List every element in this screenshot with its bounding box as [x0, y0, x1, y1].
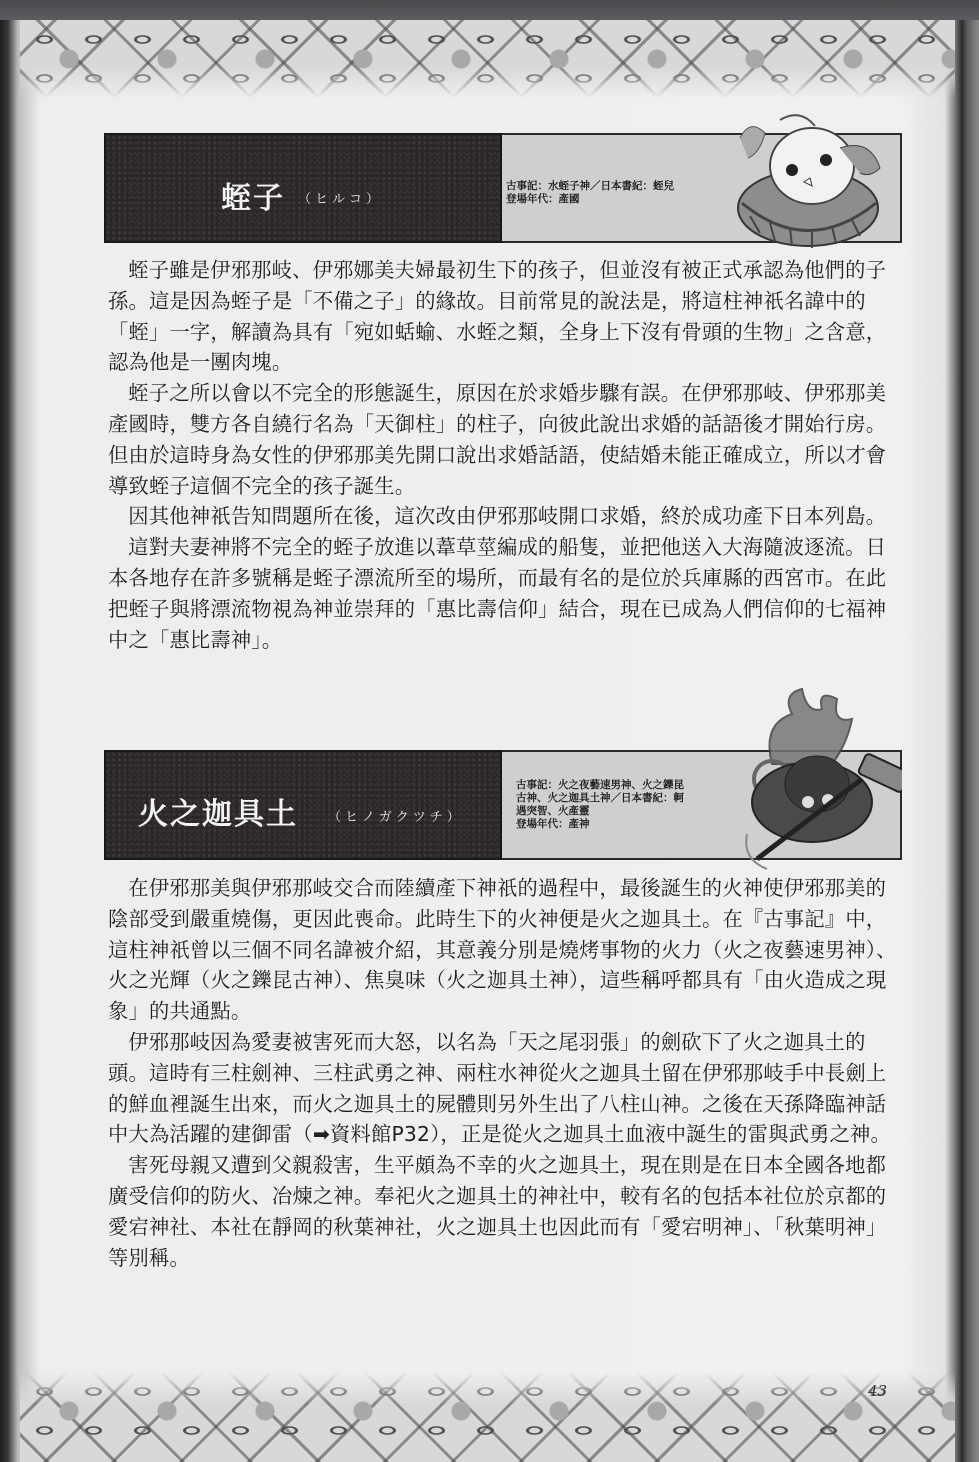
- decorative-lace-border-bottom: [20, 1372, 955, 1462]
- paragraph: 在伊邪那美與伊邪那岐交合而陸續產下神祇的過程中，最後誕生的火神使伊邪那美的陰部受到嚴重燒傷，更因此喪命。此時生下的火神便是火之迦具土。在『古事記』中，這柱神祇曾以三個不同名諱被介紹，其意義分別是燒烤事物的火力（火之夜藝速男神）、火之光輝（火之鑠昆古神）、焦臭味（火之迦具土神），這些稱呼都具有「由火造成之現象」的共通點。: [108, 876, 897, 1024]
- kagutsuchi-flame-child-with-hammer-illustration: [712, 684, 902, 874]
- section-title-kana: （ヒルコ）: [298, 192, 384, 207]
- info-line: 古事記：火之夜藝速男神、火之鑠昆: [516, 779, 684, 791]
- section-body-hiruko: [108, 255, 900, 655]
- section-body-kagutsuchi: [108, 873, 900, 1273]
- paragraph: 這對夫妻神將不完全的蛭子放進以葦草莖編成的船隻，並把他送入大海隨波逐流。日本各地存在許多號稱是蛭子漂流所至的場所，而最有名的是位於兵庫縣的西宮市。在此把蛭子與將漂流物視為神並崇拜的「惠比壽信仰」結合，現在已成為人們信仰的七福神中之「惠比壽神」。: [108, 535, 887, 652]
- info-text: [506, 180, 674, 206]
- page-number: 43: [868, 1382, 888, 1400]
- paragraph: 蛭子之所以會以不完全的形態誕生，原因在於求婚步驟有誤。在伊邪那岐、伊邪那美產國時，雙方各自繞行名為「天御柱」的柱子，向彼此說出求婚的話語後才開始行房。但由於這時身為女性的伊邪那美先開口說出求婚話語，使結婚未能正確成立，所以才會導致蛭子這個不完全的孩子誕生。: [108, 381, 887, 498]
- title-box: [104, 133, 502, 243]
- paragraph: 害死母親又遭到父親殺害，生平頗為不幸的火之迦具土，現在則是在日本全國各地都廣受信仰的防火、冶煉之神。奉祀火之迦具土的神社中，較有名的包括本社位於京都的愛宕神社、本社在靜岡的秋葉神社，火之迦具土也因此而有「愛宕明神」、「秋葉明神」等別稱。: [108, 1153, 887, 1270]
- decorative-lace-border-top: [20, 20, 955, 98]
- info-text: [516, 779, 684, 831]
- info-line: 古神、火之迦具土神／日本書紀：軻: [516, 792, 684, 804]
- hiruko-baby-in-reed-boat-illustration: [720, 108, 900, 258]
- info-line: 古事記：水蛭子神／日本書紀：蛭兒: [506, 180, 674, 192]
- scan-top-shadow: [0, 0, 979, 20]
- info-line: 遇突智、火產靈: [516, 805, 590, 817]
- section-title-kana: （ヒノガクツチ）: [328, 810, 464, 825]
- info-line: 登場年代：產神: [516, 818, 590, 830]
- paragraph: 蛭子雖是伊邪那岐、伊邪娜美夫婦最初生下的孩子，但並沒有被正式承認為他們的子孫。這是因為蛭子是「不備之子」的緣故。目前常見的說法是，將這柱神祇名諱中的「蛭」一字，解讀為具有「宛如蛞蝓、水蛭之類，全身上下沒有骨頭的生物」之含意，認為他是一團肉塊。: [108, 258, 887, 375]
- info-line: 登場年代：產國: [506, 193, 580, 205]
- section-title: 火之迦具土: [138, 797, 298, 832]
- paragraph: 因其他神祇告知問題所在後，這次改由伊邪那岐開口求婚，終於成功產下日本列島。: [128, 504, 887, 529]
- paragraph: 伊邪那岐因為愛妻被害死而大怒，以名為「天之尾羽張」的劍砍下了火之迦具土的頭。這時有三柱劍神、三柱武勇之神、兩柱水神從火之迦具土留在伊邪那岐手中長劍上的鮮血裡誕生出來，而火之迦具土的屍體則另外生出了八柱山神。之後在天孫降臨神話中大為活躍的建御雷（➡資料館P32），正是從火之迦具土血液中誕生的雷與武勇之神。: [108, 1029, 892, 1147]
- section-title: 蛭子: [221, 181, 285, 216]
- title-box: [104, 750, 502, 860]
